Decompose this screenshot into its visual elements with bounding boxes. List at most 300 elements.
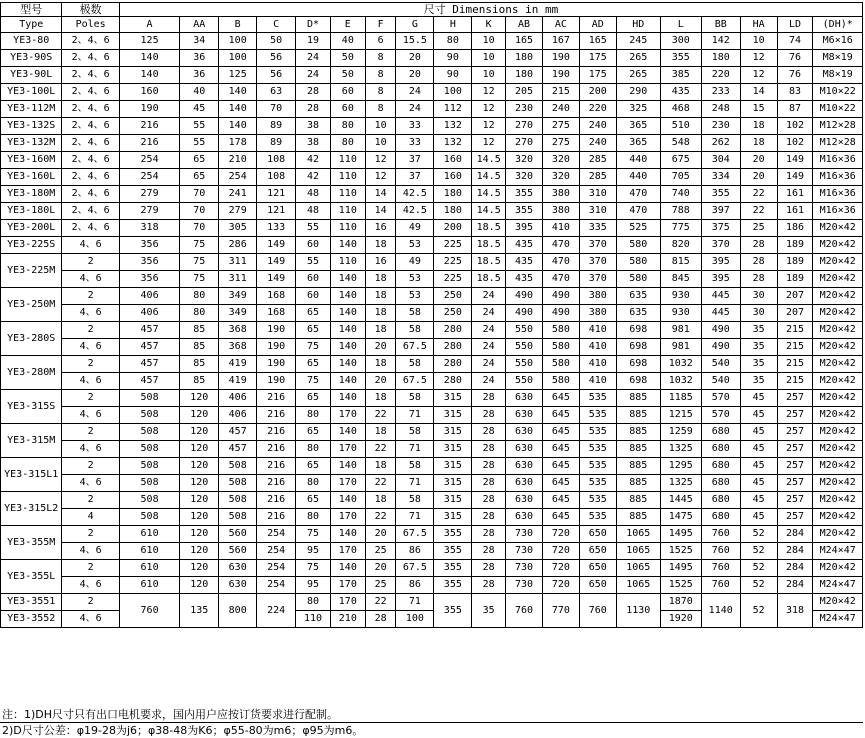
- cell-d: 24: [296, 67, 331, 84]
- cell-hd: 265: [616, 67, 660, 84]
- cell-l: 788: [660, 203, 701, 220]
- cell-hd: 245: [616, 33, 660, 50]
- cell-e: 140: [330, 390, 365, 407]
- cell-ac: 645: [542, 441, 579, 458]
- cell-ld: 215: [777, 373, 813, 390]
- cell-l: 981: [660, 322, 701, 339]
- cell-b: 368: [219, 322, 257, 339]
- cell-ha: 45: [740, 475, 777, 492]
- cell-ld: 74: [777, 33, 813, 50]
- cell-l: 1475: [660, 509, 701, 526]
- cell-aa: 40: [180, 84, 219, 101]
- cell-d: 42: [296, 169, 331, 186]
- cell-d: 24: [296, 50, 331, 67]
- cell-ad: 335: [579, 220, 616, 237]
- cell-aa: 85: [180, 356, 219, 373]
- cell-d: 55: [296, 254, 331, 271]
- cell-k: 24: [472, 356, 506, 373]
- cell-b: 560: [219, 543, 257, 560]
- type-cell: YE3-180M: [1, 186, 62, 203]
- cell-g: 37: [396, 169, 434, 186]
- dimensions-header: 尺寸 Dimensions in mm: [119, 3, 862, 17]
- cell-c: 168: [257, 305, 296, 322]
- cell-ha: 20: [740, 169, 777, 186]
- cell-aa: 120: [180, 560, 219, 577]
- cell-h: 315: [434, 441, 472, 458]
- cell-ab: 630: [506, 509, 543, 526]
- cell-l: 820: [660, 237, 701, 254]
- cell-ac: 320: [542, 169, 579, 186]
- cell-g: 53: [396, 237, 434, 254]
- cell-f: 18: [365, 458, 396, 475]
- cell-ld: 257: [777, 458, 813, 475]
- cell-ha: 30: [740, 305, 777, 322]
- poles-cell: 2、4、6: [62, 84, 119, 101]
- cell-d: 95: [296, 577, 331, 594]
- cell-ha: 52: [740, 526, 777, 543]
- cell-aa: 45: [180, 101, 219, 118]
- cell-d: 19: [296, 33, 331, 50]
- cell-bb: 262: [701, 135, 740, 152]
- cell-k: 12: [472, 101, 506, 118]
- cell-c: 149: [257, 254, 296, 271]
- cell-dh: M24×47: [813, 611, 863, 628]
- table-row: [1, 203, 863, 220]
- cell-e: 110: [330, 220, 365, 237]
- cell-d: 80: [296, 594, 331, 611]
- poles-cell: 2: [62, 424, 119, 441]
- cell-g: 58: [396, 390, 434, 407]
- cell-ad: 310: [579, 186, 616, 203]
- cell-f: 10: [365, 135, 396, 152]
- cell-hd: 440: [616, 169, 660, 186]
- cell-ld: 149: [777, 152, 813, 169]
- cell-ab: 630: [506, 424, 543, 441]
- cell-g: 42.5: [396, 186, 434, 203]
- cell-a: 457: [119, 356, 179, 373]
- cell-ha: 45: [740, 424, 777, 441]
- poles-cell: 2、4、6: [62, 33, 119, 50]
- table-row: [1, 356, 863, 373]
- poles-cell: 4、6: [62, 339, 119, 356]
- cell-ad: 370: [579, 254, 616, 271]
- cell-dh: M6×16: [813, 33, 863, 50]
- cell-f: 22: [365, 594, 396, 611]
- cell-ab: 730: [506, 577, 543, 594]
- cell-ld: 186: [777, 220, 813, 237]
- cell-d: 75: [296, 373, 331, 390]
- cell-dh: M20×42: [813, 254, 863, 271]
- cell-ld: 284: [777, 526, 813, 543]
- cell-c: 121: [257, 203, 296, 220]
- cell-e: 170: [330, 577, 365, 594]
- cell-k: 28: [472, 492, 506, 509]
- cell-k: 10: [472, 67, 506, 84]
- cell-a: 356: [119, 254, 179, 271]
- cell-dh: M20×42: [813, 305, 863, 322]
- cell-a: 356: [119, 271, 179, 288]
- cell-f: 8: [365, 101, 396, 118]
- cell-ad: 650: [579, 577, 616, 594]
- cell-ad: 650: [579, 526, 616, 543]
- type-cell: YE3-280S: [1, 322, 62, 356]
- cell-ld: 257: [777, 407, 813, 424]
- cell-ad: 380: [579, 288, 616, 305]
- cell-c: 56: [257, 50, 296, 67]
- poles-cell: 4、6: [62, 407, 119, 424]
- poles-cell: 2: [62, 560, 119, 577]
- cell-l: 1495: [660, 526, 701, 543]
- cell-hd: 1065: [616, 577, 660, 594]
- cell-b: 100: [219, 33, 257, 50]
- cell-c: 63: [257, 84, 296, 101]
- col-header-ha: HA: [740, 17, 777, 33]
- cell-ld: 102: [777, 135, 813, 152]
- cell-l: 300: [660, 33, 701, 50]
- type-cell: YE3-160M: [1, 152, 62, 169]
- cell-d: 38: [296, 135, 331, 152]
- table-row: [1, 135, 863, 152]
- table-row: [1, 560, 863, 577]
- cell-l: 675: [660, 152, 701, 169]
- cell-dh: M20×42: [813, 526, 863, 543]
- cell-hd: 440: [616, 152, 660, 169]
- cell-ac: 645: [542, 424, 579, 441]
- cell-g: 67.5: [396, 339, 434, 356]
- cell-l: 1185: [660, 390, 701, 407]
- cell-hd: 698: [616, 322, 660, 339]
- type-cell: YE3-315L1: [1, 458, 62, 492]
- cell-ld: 257: [777, 424, 813, 441]
- cell-h: 315: [434, 475, 472, 492]
- cell-ha: 15: [740, 101, 777, 118]
- cell-ld: 215: [777, 356, 813, 373]
- cell-ld: 257: [777, 390, 813, 407]
- cell-aa: 55: [180, 118, 219, 135]
- cell-d: 80: [296, 475, 331, 492]
- cell-ab: 270: [506, 135, 543, 152]
- note-dh: 注：1)DH尺寸只有出口电机要求，国内用户应按订货要求进行配制。: [2, 708, 339, 721]
- table-row: [1, 441, 863, 458]
- cell-ad: 285: [579, 152, 616, 169]
- poles-cell: 2: [62, 526, 119, 543]
- type-cell: YE3-250M: [1, 288, 62, 322]
- cell-b: 241: [219, 186, 257, 203]
- cell-k: 18.5: [472, 254, 506, 271]
- cell-d: 95: [296, 543, 331, 560]
- cell-dh: M20×42: [813, 509, 863, 526]
- cell-e: 140: [330, 305, 365, 322]
- cell-f: 8: [365, 50, 396, 67]
- table-row: [1, 101, 863, 118]
- poles-cell: 2、4、6: [62, 50, 119, 67]
- cell-dh: M20×42: [813, 390, 863, 407]
- cell-d: 48: [296, 186, 331, 203]
- cell-ha: 28: [740, 271, 777, 288]
- cell-g: 71: [396, 407, 434, 424]
- cell-k: 35: [472, 594, 506, 628]
- table-row: [1, 169, 863, 186]
- cell-f: 8: [365, 67, 396, 84]
- col-header-b: B: [219, 17, 257, 33]
- cell-d: 80: [296, 441, 331, 458]
- cell-l: 1495: [660, 560, 701, 577]
- cell-a: 610: [119, 560, 179, 577]
- cell-l: 1032: [660, 356, 701, 373]
- cell-aa: 65: [180, 169, 219, 186]
- cell-f: 18: [365, 271, 396, 288]
- cell-e: 50: [330, 50, 365, 67]
- cell-ld: 149: [777, 169, 813, 186]
- cell-bb: 490: [701, 322, 740, 339]
- cell-a: 508: [119, 458, 179, 475]
- cell-h: 315: [434, 407, 472, 424]
- cell-g: 33: [396, 118, 434, 135]
- cell-e: 140: [330, 322, 365, 339]
- table-row: [1, 33, 863, 50]
- cell-g: 71: [396, 441, 434, 458]
- cell-k: 28: [472, 577, 506, 594]
- cell-hd: 1065: [616, 526, 660, 543]
- cell-l: 355: [660, 50, 701, 67]
- cell-ha: 52: [740, 594, 777, 628]
- cell-ld: 215: [777, 339, 813, 356]
- table-row: [1, 118, 863, 135]
- cell-dh: M16×36: [813, 152, 863, 169]
- cell-h: 225: [434, 271, 472, 288]
- cell-ha: 20: [740, 152, 777, 169]
- cell-ab: 355: [506, 186, 543, 203]
- cell-ha: 28: [740, 254, 777, 271]
- cell-c: 216: [257, 424, 296, 441]
- cell-bb: 760: [701, 526, 740, 543]
- cell-hd: 885: [616, 458, 660, 475]
- cell-d: 60: [296, 288, 331, 305]
- col-header-ad: AD: [579, 17, 616, 33]
- cell-bb: 680: [701, 441, 740, 458]
- cell-ad: 650: [579, 560, 616, 577]
- cell-d: 38: [296, 118, 331, 135]
- cell-ha: 25: [740, 220, 777, 237]
- cell-ld: 76: [777, 50, 813, 67]
- cell-dh: M20×42: [813, 288, 863, 305]
- cell-ab: 730: [506, 543, 543, 560]
- cell-a: 406: [119, 305, 179, 322]
- cell-l: 468: [660, 101, 701, 118]
- cell-e: 110: [330, 169, 365, 186]
- cell-c: 56: [257, 67, 296, 84]
- cell-ha: 45: [740, 441, 777, 458]
- cell-c: 108: [257, 152, 296, 169]
- cell-ac: 320: [542, 152, 579, 169]
- cell-k: 14.5: [472, 169, 506, 186]
- cell-bb: 540: [701, 373, 740, 390]
- cell-aa: 120: [180, 458, 219, 475]
- cell-b: 457: [219, 441, 257, 458]
- cell-hd: 290: [616, 84, 660, 101]
- cell-a: 254: [119, 169, 179, 186]
- table-row: [1, 67, 863, 84]
- cell-b: 311: [219, 271, 257, 288]
- cell-l: 930: [660, 288, 701, 305]
- cell-e: 170: [330, 594, 365, 611]
- cell-hd: 635: [616, 288, 660, 305]
- cell-g: 53: [396, 271, 434, 288]
- table-row: [1, 84, 863, 101]
- cell-hd: 470: [616, 203, 660, 220]
- cell-c: 216: [257, 390, 296, 407]
- cell-ld: 161: [777, 203, 813, 220]
- cell-c: 89: [257, 135, 296, 152]
- cell-f: 22: [365, 509, 396, 526]
- cell-ac: 490: [542, 305, 579, 322]
- cell-dh: M20×42: [813, 441, 863, 458]
- poles-cell: 2: [62, 458, 119, 475]
- cell-g: 15.5: [396, 33, 434, 50]
- cell-h: 200: [434, 220, 472, 237]
- cell-h: 355: [434, 577, 472, 594]
- cell-g: 42.5: [396, 203, 434, 220]
- cell-dh: M12×28: [813, 118, 863, 135]
- cell-d: 75: [296, 526, 331, 543]
- cell-g: 24: [396, 84, 434, 101]
- cell-ab: 395: [506, 220, 543, 237]
- cell-ac: 240: [542, 101, 579, 118]
- cell-k: 10: [472, 33, 506, 50]
- cell-b: 368: [219, 339, 257, 356]
- cell-c: 254: [257, 560, 296, 577]
- cell-k: 28: [472, 475, 506, 492]
- cell-f: 18: [365, 288, 396, 305]
- cell-f: 12: [365, 169, 396, 186]
- cell-h: 315: [434, 424, 472, 441]
- cell-ha: 45: [740, 407, 777, 424]
- cell-b: 178: [219, 135, 257, 152]
- cell-dh: M24×47: [813, 543, 863, 560]
- cell-ha: 10: [740, 33, 777, 50]
- cell-bb: 540: [701, 356, 740, 373]
- cell-h: 80: [434, 33, 472, 50]
- poles-cell: 2: [62, 254, 119, 271]
- cell-c: 254: [257, 577, 296, 594]
- cell-ld: 257: [777, 441, 813, 458]
- cell-ac: 470: [542, 237, 579, 254]
- cell-bb: 680: [701, 458, 740, 475]
- cell-g: 58: [396, 458, 434, 475]
- col-header-k: K: [472, 17, 506, 33]
- cell-g: 58: [396, 424, 434, 441]
- cell-ac: 770: [542, 594, 579, 628]
- cell-b: 140: [219, 101, 257, 118]
- cell-aa: 36: [180, 50, 219, 67]
- cell-bb: 395: [701, 271, 740, 288]
- cell-e: 60: [330, 101, 365, 118]
- cell-ac: 275: [542, 118, 579, 135]
- cell-ac: 720: [542, 560, 579, 577]
- cell-ac: 720: [542, 526, 579, 543]
- poles-cell: 2、4、6: [62, 118, 119, 135]
- cell-ac: 720: [542, 577, 579, 594]
- cell-ad: 175: [579, 67, 616, 84]
- cell-l: 1325: [660, 475, 701, 492]
- cell-bb: 233: [701, 84, 740, 101]
- cell-l: 845: [660, 271, 701, 288]
- cell-ha: 45: [740, 390, 777, 407]
- cell-k: 14.5: [472, 152, 506, 169]
- cell-ha: 30: [740, 288, 777, 305]
- cell-ad: 165: [579, 33, 616, 50]
- dimensions-table: [0, 2, 863, 628]
- cell-ac: 580: [542, 339, 579, 356]
- cell-ha: 22: [740, 186, 777, 203]
- cell-ad: 535: [579, 441, 616, 458]
- poles-cell: 4、6: [62, 543, 119, 560]
- cell-ab: 550: [506, 373, 543, 390]
- cell-h: 280: [434, 373, 472, 390]
- type-cell: YE3-225M: [1, 254, 62, 288]
- cell-bb: 334: [701, 169, 740, 186]
- table-row: [1, 594, 863, 611]
- cell-d: 80: [296, 509, 331, 526]
- cell-dh: M10×22: [813, 84, 863, 101]
- cell-e: 80: [330, 118, 365, 135]
- cell-ha: 35: [740, 322, 777, 339]
- cell-ha: 35: [740, 373, 777, 390]
- note-d-tolerance: 2)D尺寸公差：φ19-28为j6；φ38-48为K6；φ55-80为m6；φ95为m6。: [2, 724, 364, 737]
- cell-hd: 885: [616, 509, 660, 526]
- cell-a: 508: [119, 492, 179, 509]
- cell-ld: 284: [777, 543, 813, 560]
- cell-c: 190: [257, 373, 296, 390]
- cell-k: 28: [472, 390, 506, 407]
- cell-d: 110: [296, 611, 331, 628]
- cell-e: 110: [330, 186, 365, 203]
- cell-g: 86: [396, 543, 434, 560]
- cell-d: 65: [296, 390, 331, 407]
- cell-ab: 730: [506, 526, 543, 543]
- cell-ab: 550: [506, 322, 543, 339]
- cell-ha: 52: [740, 543, 777, 560]
- cell-d: 65: [296, 492, 331, 509]
- cell-g: 58: [396, 322, 434, 339]
- poles-header-cn: 极数: [62, 3, 119, 17]
- cell-ad: 535: [579, 492, 616, 509]
- cell-e: 80: [330, 135, 365, 152]
- poles-cell: 2、4、6: [62, 203, 119, 220]
- cell-ac: 167: [542, 33, 579, 50]
- cell-ad: 240: [579, 118, 616, 135]
- cell-b: 140: [219, 118, 257, 135]
- cell-aa: 120: [180, 475, 219, 492]
- cell-g: 67.5: [396, 526, 434, 543]
- cell-ab: 435: [506, 254, 543, 271]
- type-cell: YE3-355L: [1, 560, 62, 594]
- cell-dh: M20×42: [813, 373, 863, 390]
- cell-bb: 570: [701, 390, 740, 407]
- cell-aa: 120: [180, 526, 219, 543]
- cell-ac: 580: [542, 356, 579, 373]
- table-row: [1, 390, 863, 407]
- cell-aa: 120: [180, 407, 219, 424]
- cell-h: 160: [434, 169, 472, 186]
- cell-b: 311: [219, 254, 257, 271]
- cell-h: 280: [434, 322, 472, 339]
- col-header-l: L: [660, 17, 701, 33]
- cell-e: 170: [330, 441, 365, 458]
- cell-aa: 120: [180, 424, 219, 441]
- table-row: [1, 186, 863, 203]
- table-row: [1, 373, 863, 390]
